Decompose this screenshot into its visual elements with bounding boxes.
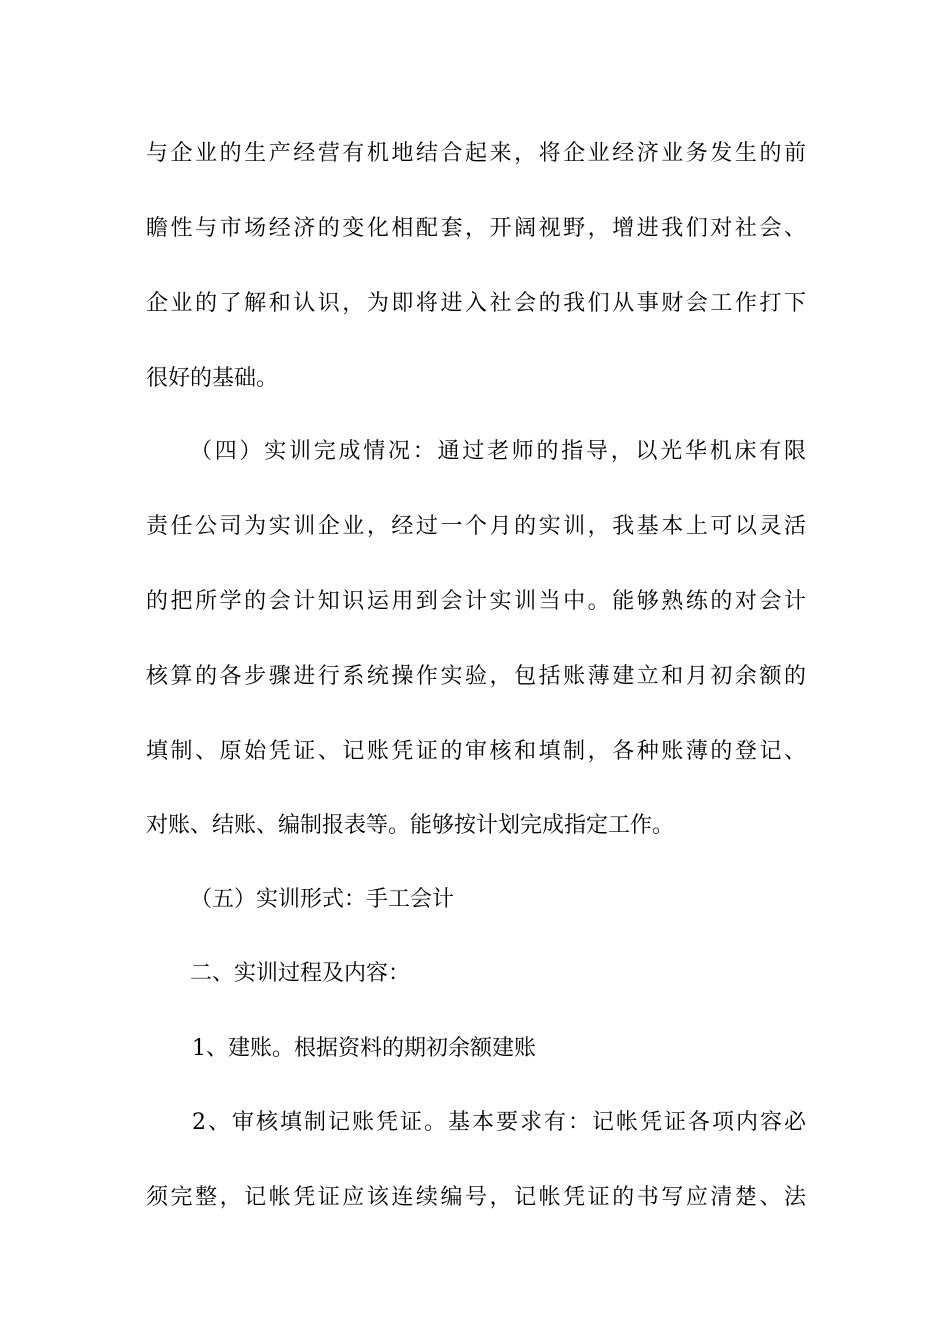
paragraph-line: 填制、原始凭证、记账凭证的审核和填制，各种账薄的登记、 — [146, 739, 806, 764]
paragraph-line: 核算的各步骤进行系统操作实验，包括账薄建立和月初余额的 — [146, 664, 806, 689]
paragraph-line: 与企业的生产经营有机地结合起来，将企业经济业务发生的前 — [146, 141, 806, 166]
paragraph-line: 对账、结账、编制报表等。能够按计划完成指定工作。 — [146, 813, 675, 838]
paragraph-line: 须完整，记帐凭证应该连续编号，记帐凭证的书写应清楚、法 — [146, 1185, 806, 1210]
paragraph-line: （四）实训完成情况：通过老师的指导，以光华机床有限 — [190, 439, 806, 464]
section-heading: （五）实训形式：手工会计 — [190, 887, 455, 912]
paragraph-line: 的把所学的会计知识运用到会计实训当中。能够熟练的对会计 — [146, 589, 806, 614]
list-item: 2、审核填制记账凭证。基本要求有：记帐凭证各项内容必 — [192, 1110, 806, 1135]
paragraph-line: 瞻性与市场经济的变化相配套，开阔视野，增进我们对社会、 — [146, 216, 806, 241]
paragraph-line: 责任公司为实训企业，经过一个月的实训，我基本上可以灵活 — [146, 514, 806, 539]
paragraph-line: 很好的基础。 — [146, 366, 279, 391]
section-heading: 二、实训过程及内容： — [190, 961, 411, 986]
paragraph-line: 企业的了解和认识，为即将进入社会的我们从事财会工作打下 — [146, 291, 806, 316]
list-item: 1、建账。根据资料的期初余额建账 — [192, 1036, 536, 1061]
